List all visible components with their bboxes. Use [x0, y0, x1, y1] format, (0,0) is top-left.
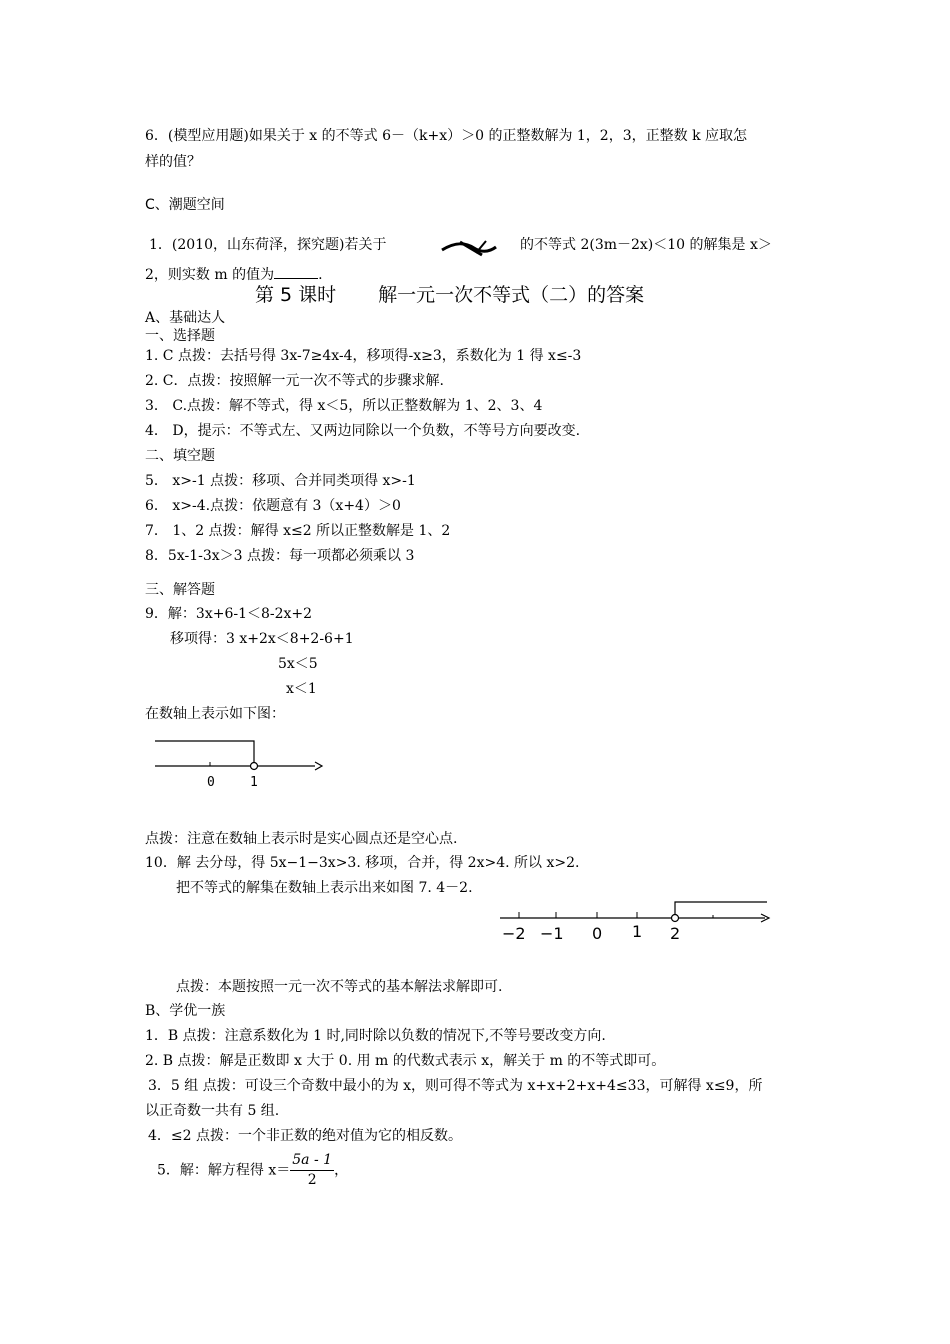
answer-2: 2. C．点拨：按照解一元一次不等式的步骤求解.	[145, 373, 444, 389]
answer-10-step1: 把不等式的解集在数轴上表示出来如图 7. 4－2.	[176, 880, 473, 896]
axis-arrow-icon	[315, 762, 322, 770]
title-lesson: 第 5 课时	[255, 284, 337, 306]
answer-10: 10．解 去分母，得 5x−1−3x>3. 移项，合并，得 2x>4. 所以 x>2.	[145, 855, 580, 871]
c1-line2-text: 2，则实数 m 的值为	[145, 267, 275, 283]
solution-bracket	[155, 741, 254, 766]
subsection-choice: 一、选择题	[145, 328, 215, 344]
number-line-2	[495, 898, 785, 946]
b-answer-3-line1: 3．5 组 点拨：可设三个奇数中最小的为 x，则可得不等式为 x+x+2+x+4≤33，可解得 x≤9，所	[148, 1078, 763, 1094]
solution-bracket	[675, 902, 767, 918]
answer-9-step2: 5x＜5	[278, 656, 318, 672]
q6-line1: 6．(模型应用题)如果关于 x 的不等式 6－（k+x）＞0 的正整数解为 1，2，3，正整数 k 应取怎	[145, 128, 748, 144]
c1-line2-end: .	[318, 267, 323, 283]
tick-label: 2	[670, 924, 681, 943]
b-answer-4: 4．≤2 点拨：一个非正数的绝对值为它的相反数。	[148, 1128, 462, 1144]
subsection-fill: 二、填空题	[145, 448, 215, 464]
tick-label: 0	[592, 924, 603, 943]
open-point	[251, 763, 258, 770]
subsection-solve: 三、解答题	[145, 582, 215, 598]
tick-label: 1	[632, 922, 643, 941]
answer-8: 8．5x-1-3x＞3 点拨：每一项都必须乘以 3	[145, 548, 415, 564]
tick-label: −2	[502, 924, 526, 943]
answer-7: 7． 1、2 点拨：解得 x≤2 所以正整数解是 1、2	[145, 523, 451, 539]
fraction-numerator: 5a - 1	[290, 1152, 334, 1171]
answer-10-hint: 点拨：本题按照一元一次不等式的基本解法求解即可.	[176, 979, 503, 995]
section-a-heading: A、基础达人	[145, 310, 226, 326]
b-answer-5-end: ，	[334, 1162, 349, 1179]
fraction	[290, 1152, 334, 1189]
answer-blank	[274, 264, 318, 279]
c1-line2	[145, 264, 323, 284]
title-topic: 解一元一次不等式（二）的答案	[378, 284, 645, 306]
b-answer-5-text: 5．解：解方程得 x＝	[157, 1162, 291, 1179]
b-answer-3-line2: 以正奇数一共有 5 组.	[145, 1103, 280, 1119]
scribble-image	[440, 238, 500, 256]
answer-9: 9．解：3x+6-1＜8-2x+2	[145, 606, 313, 622]
answer-5: 5． x>-1 点拨：移项、合并同类项得 x>-1	[145, 473, 416, 489]
number-line-1	[150, 735, 330, 795]
answer-9-step3: x＜1	[286, 681, 317, 697]
answer-9-step1: 移项得：3 x+2x＜8+2-6+1	[170, 631, 354, 647]
axis-intro: 在数轴上表示如下图：	[145, 706, 285, 722]
c1-line1-end: 的不等式 2(3m－2x)＜10 的解集是 x＞	[520, 237, 772, 253]
answer-1: 1. C 点拨：去括号得 3x-7≥4x-4，移项得-x≥3，系数化为 1 得 x≤-3	[145, 348, 582, 364]
answer-9-hint: 点拨：注意在数轴上表示时是实心圆点还是空心点.	[145, 831, 458, 847]
tick-label: 1	[250, 775, 258, 790]
section-c-heading: C、潮题空间	[145, 197, 225, 213]
open-point	[672, 915, 679, 922]
q6-line2: 样的值？	[145, 154, 201, 170]
b-answer-1: 1．B 点拨：注意系数化为 1 时,同时除以负数的情况下,不等号要改变方向.	[145, 1028, 606, 1044]
answer-3: 3． C.点拨：解不等式，得 x＜5，所以正整数解为 1、2、3、4	[145, 398, 543, 414]
fraction-denominator: 2	[307, 1171, 317, 1188]
answer-6: 6． x>-4.点拨：依题意有 3（x+4）＞0	[145, 498, 401, 514]
tick-label: 0	[207, 775, 215, 790]
b-answer-2: 2. B 点拨：解是正数即 x 大于 0. 用 m 的代数式表示 x，解关于 m 的不等式即可。	[145, 1053, 666, 1069]
c1-line1-start: 1．(2010，山东荷泽，探究题)若关于	[149, 237, 387, 253]
answer-4: 4． D，提示：不等式左、又两边同除以一个负数，不等号方向要改变.	[145, 423, 581, 439]
b-answer-5	[157, 1152, 348, 1189]
tick-label: −1	[540, 924, 564, 943]
page-title	[255, 284, 644, 307]
section-b-heading: B、学优一族	[145, 1003, 226, 1019]
